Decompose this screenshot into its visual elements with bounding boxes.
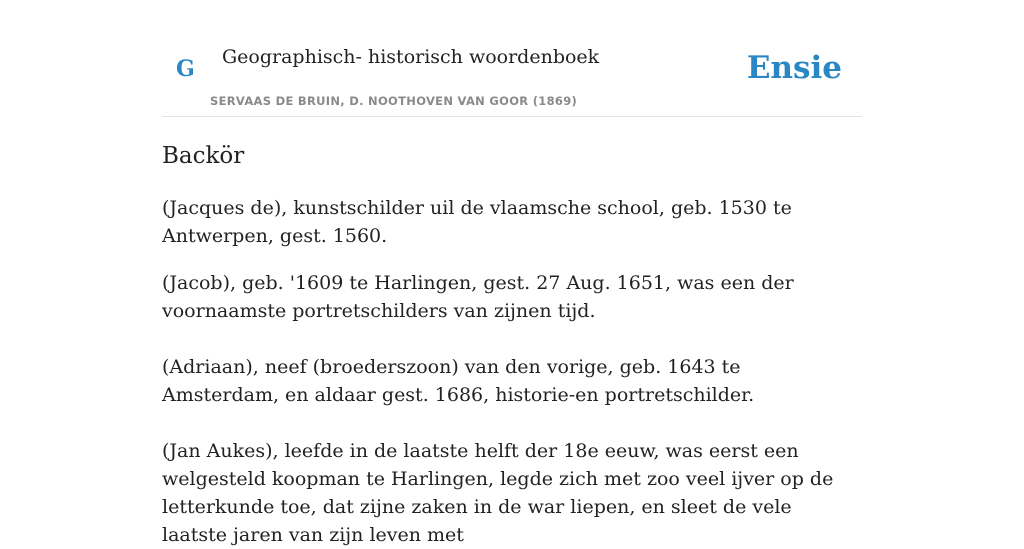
entry-paragraph: (Adriaan), neef (broederszoon) van den vorige, geb. 1643 te Amsterdam, en aldaar gest. 1686, historie-en portretschilder. bbox=[162, 356, 755, 406]
page-container bbox=[162, 0, 862, 549]
brand-logo[interactable]: Ensie bbox=[746, 50, 842, 86]
book-title[interactable]: Geographisch- historisch woordenboek bbox=[222, 46, 600, 68]
book-logo-icon: G bbox=[176, 56, 195, 82]
entry-paragraph: (Jacques de), kunstschilder uil de vlaamsche school, geb. 1530 te Antwerpen, gest. 1560. bbox=[162, 197, 792, 247]
entry-paragraph: (Jan Aukes), leefde in de laatste helft der 18e eeuw, was eerst een welgesteld koopman te Harlingen, legde zich met zoo veel ijver op de letterkunde toe, dat zijne zaken in de war liepen, en sleet de vele laatste jaren van zijn leven met bbox=[162, 440, 834, 546]
entry-headword: Backör bbox=[162, 143, 245, 169]
entry-paragraph: (Jacob), geb. '1609 te Harlingen, gest. 27 Aug. 1651, was een der voornaamste portretschilders van zijnen tijd. bbox=[162, 272, 794, 322]
book-header bbox=[162, 0, 862, 117]
book-authors: SERVAAS DE BRUIN, D. NOOTHOVEN VAN GOOR (1869) bbox=[210, 94, 578, 108]
entry-body bbox=[162, 194, 862, 549]
